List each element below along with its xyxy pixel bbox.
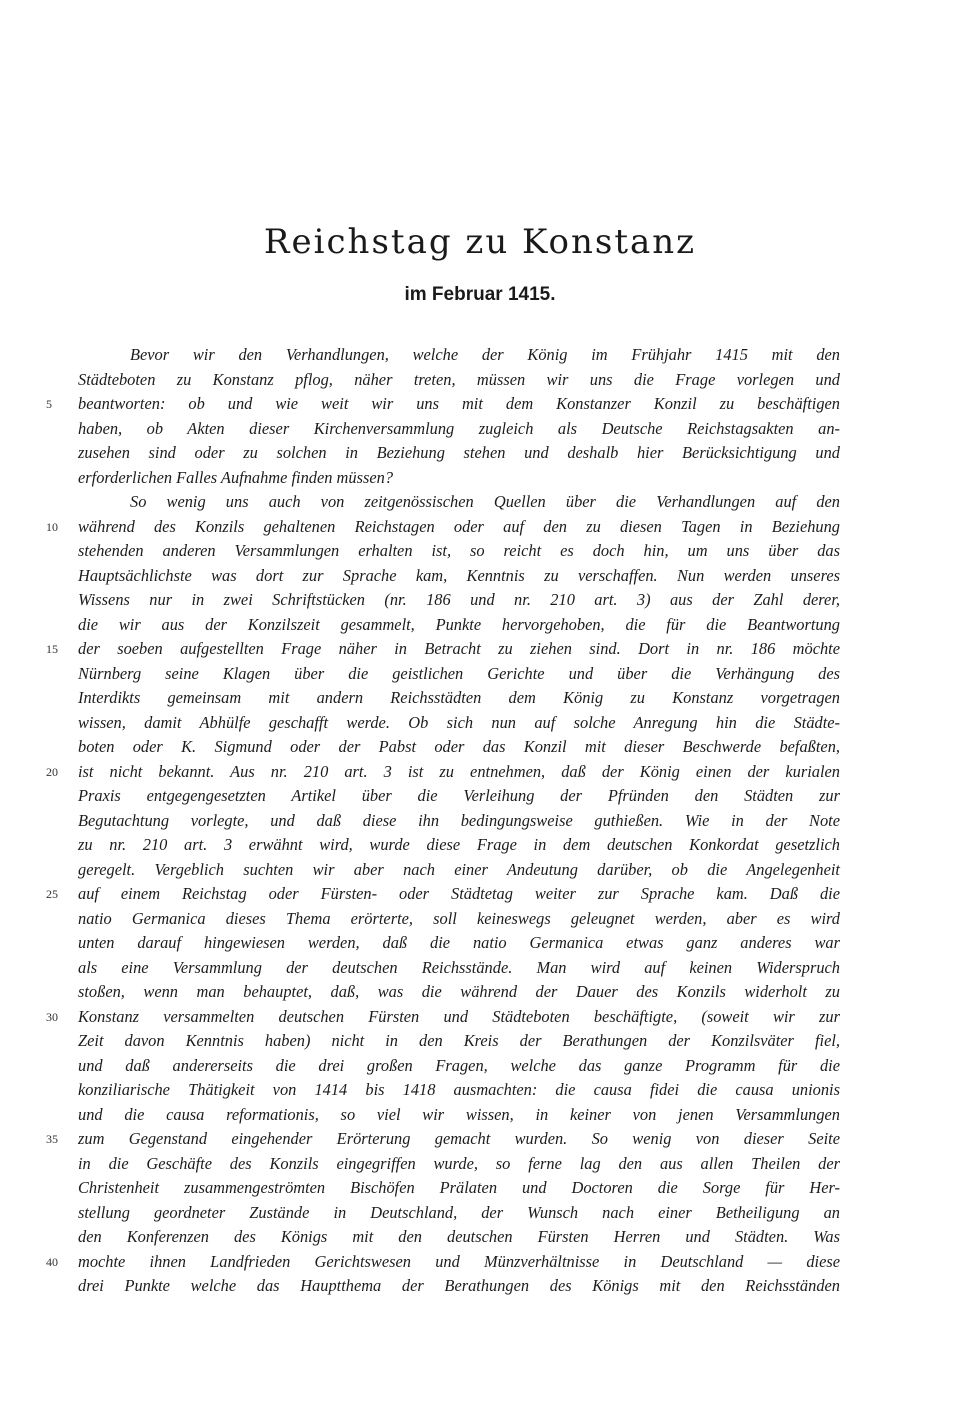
text-line	[78, 1103, 840, 1128]
line-text: So wenig uns auch von zeitgenössischen Quellen über die Verhandlungen auf den	[130, 492, 840, 511]
line-text: stehenden anderen Versammlungen erhalten ist, so reicht es doch hin, um uns über das	[78, 541, 840, 560]
line-number: 35	[46, 1132, 58, 1146]
line-text: Bevor wir den Verhandlungen, welche der König im Frühjahr 1415 mit den	[130, 345, 840, 364]
line-text: Konstanz versammelten deutschen Fürsten und Städteboten beschäftigte, (soweit wir zur	[78, 1006, 840, 1026]
text-line	[78, 858, 840, 883]
line-text: wissen, damit Abhülfe geschafft werde. Ob sich nun auf solche Anregung hin die Städte-	[78, 712, 840, 732]
body-text	[46, 343, 840, 1299]
text-line	[78, 588, 840, 613]
line-number: 10	[46, 519, 58, 534]
line-number: 25	[46, 887, 58, 901]
line-text: geregelt. Vergeblich suchten wir aber nach einer Andeutung darüber, ob die Angelegenheit	[78, 859, 840, 879]
line-text: während des Konzils gehaltenen Reichstagen oder auf den zu diesen Tagen in Beziehung	[78, 516, 840, 536]
text-line	[78, 368, 840, 393]
text-line	[78, 1176, 840, 1201]
line-text: drei Punkte welche das Hauptthema der Berathungen des Königs mit den Reichsständen	[78, 1276, 840, 1295]
text-line	[78, 1225, 840, 1250]
line-text: Begutachtung vorlegte, und daß diese ihn bedingungsweise guthießen. Wie in der Note	[78, 810, 840, 830]
text-line	[78, 907, 840, 932]
line-text: Zeit davon Kenntnis haben) nicht in den Kreis der Berathungen der Konzilsväter fiel,	[78, 1031, 840, 1050]
line-text: in die Geschäfte des Konzils eingegriffen wurde, so ferne lag den aus allen Theilen der	[78, 1153, 840, 1173]
text-line	[78, 613, 840, 638]
line-text: als eine Versammlung der deutschen Reichsstände. Man wird auf keinen Widerspruch	[78, 957, 840, 977]
text-line	[46, 760, 840, 785]
line-text: mochte ihnen Landfrieden Gerichtswesen und Münzverhältnisse in Deutschland — diese	[78, 1251, 840, 1271]
text-line	[78, 417, 840, 442]
text-line	[46, 515, 840, 540]
line-number: 30	[46, 1009, 58, 1024]
text-line	[78, 1201, 840, 1226]
line-text: Christenheit zusammengeströmten Bischöfen Prälaten und Doctoren die Sorge für Her-	[78, 1178, 840, 1197]
text-line	[46, 1127, 840, 1152]
text-line	[78, 956, 840, 981]
text-line	[78, 686, 840, 711]
text-line	[78, 441, 840, 466]
line-text: erforderlichen Falles Aufnahme finden müssen?	[78, 467, 394, 487]
text-line	[78, 490, 840, 515]
text-line	[78, 980, 840, 1005]
text-line	[46, 392, 840, 417]
page-subtitle: im Februar 1415.	[404, 284, 556, 305]
text-line	[78, 711, 840, 736]
line-text: beantworten: ob und wie weit wir uns mit dem Konstanzer Konzil zu beschäftigen	[78, 394, 840, 413]
text-line	[78, 1274, 840, 1299]
line-text: stellung geordneter Zustände in Deutschland, der Wunsch nach einer Betheiligung an	[78, 1202, 840, 1222]
text-line	[78, 1054, 840, 1079]
line-text: der soeben aufgestellten Frage näher in Betracht zu ziehen sind. Dort in nr. 186 möchte	[78, 639, 840, 658]
text-line	[78, 466, 840, 491]
line-text: auf einem Reichstag oder Fürsten- oder Städtetag weiter zur Sprache kam. Daß die	[78, 884, 840, 903]
text-line	[78, 1029, 840, 1054]
line-text: Wissens nur in zwei Schriftstücken (nr. 186 und nr. 210 art. 3) aus der Zahl derer,	[78, 590, 840, 609]
line-text: natio Germanica dieses Thema erörterte, soll keineswegs geleugnet werden, aber es wird	[78, 908, 840, 928]
page-title: Reichstag zu Konstanz	[263, 222, 697, 262]
line-text: und daß andererseits die drei großen Fragen, welche das ganze Programm für die	[78, 1055, 840, 1075]
text-line	[78, 1078, 840, 1103]
line-text: stoßen, wenn man behauptet, daß, was die während der Dauer des Konzils widerholt zu	[78, 982, 840, 1001]
line-number: 5	[46, 397, 52, 411]
line-text: den Konferenzen des Königs mit den deutschen Fürsten Herren und Städten. Was	[78, 1227, 840, 1246]
line-text: zu nr. 210 art. 3 erwähnt wird, wurde diese Frage in dem deutschen Konkordat gesetzlich	[78, 835, 840, 854]
line-number: 20	[46, 764, 58, 779]
line-number: 15	[46, 642, 58, 656]
line-text: boten oder K. Sigmund oder der Pabst oder das Konzil mit dieser Beschwerde befaßten,	[78, 737, 840, 756]
text-line	[78, 735, 840, 760]
text-line	[78, 539, 840, 564]
line-text: und die causa reformationis, so viel wir wissen, in keiner von jenen Versammlungen	[78, 1104, 840, 1124]
line-text: Praxis entgegengesetzten Artikel über die Verleihung der Pfründen den Städten zur	[78, 786, 840, 805]
text-line	[78, 343, 840, 368]
line-text: konziliarische Thätigkeit von 1414 bis 1418 ausmachten: die causa fidei die causa unionis	[78, 1080, 840, 1099]
text-line	[46, 1250, 840, 1275]
line-text: Hauptsächlichste was dort zur Sprache kam, Kenntnis zu verschaffen. Nun werden unseres	[78, 565, 840, 585]
line-text: Interdikts gemeinsam mit andern Reichsstädten dem König zu Konstanz vorgetragen	[78, 688, 840, 707]
line-text: haben, ob Akten dieser Kirchenversammlung zugleich als Deutsche Reichstagsakten an-	[78, 418, 840, 438]
text-line	[78, 564, 840, 589]
text-line	[78, 833, 840, 858]
text-line	[78, 784, 840, 809]
text-line	[46, 1005, 840, 1030]
line-text: ist nicht bekannt. Aus nr. 210 art. 3 ist zu entnehmen, daß der König einen der kurialen	[78, 761, 840, 781]
line-text: Städteboten zu Konstanz pflog, näher treten, müssen wir uns die Frage vorlegen und	[78, 369, 840, 389]
text-line	[78, 809, 840, 834]
line-text: Nürnberg seine Klagen über die geistlichen Gerichte und über die Verhängung des	[78, 663, 840, 683]
line-text: die wir aus der Konzilszeit gesammelt, Punkte hervorgehoben, die für die Beantwortung	[78, 614, 840, 634]
text-line	[78, 662, 840, 687]
line-text: unten darauf hingewiesen werden, daß die natio Germanica etwas ganz anderes war	[78, 933, 840, 952]
line-text: zusehen sind oder zu solchen in Beziehung stehen und deshalb hier Berücksichtigung und	[78, 443, 840, 462]
text-line	[78, 931, 840, 956]
text-line	[78, 1152, 840, 1177]
line-text: zum Gegenstand eingehender Erörterung gemacht wurden. So wenig von dieser Seite	[78, 1129, 840, 1148]
line-number: 40	[46, 1254, 58, 1269]
text-line	[46, 882, 840, 907]
text-line	[46, 637, 840, 662]
